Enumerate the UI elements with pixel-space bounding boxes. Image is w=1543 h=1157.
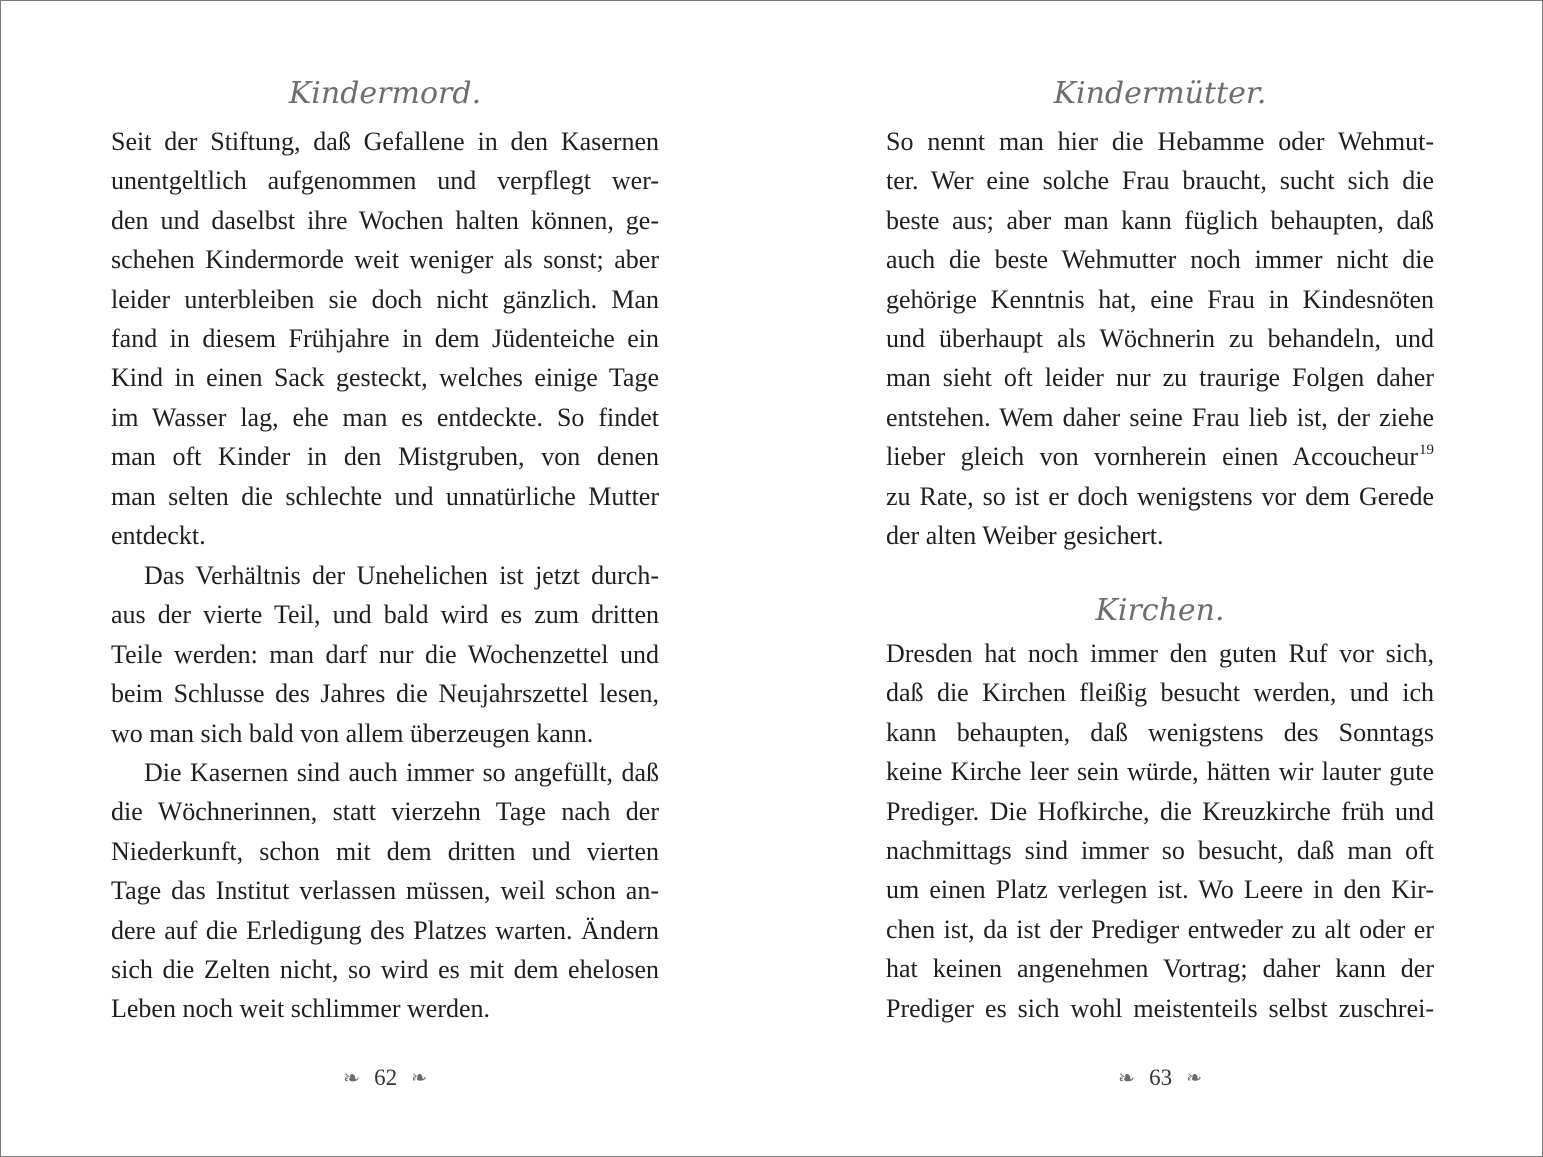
text-line: Niederkunft, schon mit dem dritten und vierten [111, 836, 659, 866]
footnote-reference[interactable]: 19 [1419, 442, 1434, 459]
text-line: beste aus; aber man kann füglich behaupten, daß [886, 205, 1434, 235]
text-line: schehen Kindermorde weit weniger als sonst; aber [111, 245, 659, 275]
page-number-62 [111, 1061, 659, 1095]
text-line: So nennt man hier die Hebamme oder Wehmut- [886, 127, 1434, 156]
text-line: Prediger es sich wohl meistenteils selbst zuschrei- [886, 993, 1434, 1023]
text-line-with-footnote [886, 437, 1434, 476]
section-title-kindermuetter: Kindermütter. [1053, 76, 1267, 111]
text-line: Die Kasernen sind auch immer so angefüllt, daß [144, 758, 659, 787]
text-line: man oft Kinder in den Mistgruben, von denen [111, 442, 659, 472]
left-page [111, 1, 659, 1156]
paragraph-2 [111, 556, 659, 753]
text-line: Seit der Stiftung, daß Gefallene in den Kasernen [111, 127, 659, 156]
text-line: Dresden hat noch immer den guten Ruf vor sich, [886, 639, 1434, 668]
page-number: 62 [374, 1065, 398, 1090]
text-line: Das Verhältnis der Unehelichen ist jetzt durch- [144, 561, 659, 590]
text-line: Prediger. Die Hofkirche, die Kreuzkirche früh und [886, 796, 1434, 826]
right-page [886, 1, 1434, 1156]
page-number: 63 [1149, 1065, 1173, 1090]
fleuron-right-icon: ❧ [411, 1068, 427, 1089]
text-line: wo man sich bald von allem überzeugen kann. [111, 718, 594, 748]
text-line: fand in diesem Frühjahre in dem Jüdenteiche ein [111, 323, 659, 353]
text-line: nachmittags sind immer so besucht, daß man oft [886, 835, 1434, 865]
text-line: aus der vierte Teil, und bald wird es zum dritten [111, 600, 659, 630]
text-line: Kind in einen Sack gesteckt, welches einige Tage [111, 363, 659, 393]
left-page-title: Kindermord. [288, 76, 482, 111]
text-line: sich die Zelten nicht, so wird es mit dem ehelosen [111, 954, 659, 984]
text-line: man selten die schlechte und unnatürliche Mutter [111, 481, 659, 511]
text-line: den und daselbst ihre Wochen halten können, ge- [111, 205, 659, 235]
fleuron-left-icon: ☙ [343, 1068, 361, 1089]
text-line: leider unterbleiben sie doch nicht gänzlich. Man [111, 284, 659, 314]
text-line: zu Rate, so ist er doch wenigstens vor dem Gerede [886, 481, 1434, 511]
text-line: gehörige Kenntnis hat, eine Frau in Kindesnöten [886, 284, 1434, 314]
section-kindermuetter-body [886, 122, 1434, 555]
text-line: die Wöchnerinnen, statt vierzehn Tage nach der [111, 797, 659, 827]
section-kirchen-body [886, 634, 1434, 1028]
page-number-63 [886, 1061, 1434, 1095]
text-line: ter. Wer eine solche Frau braucht, sucht sich die [886, 166, 1434, 196]
text-line: beim Schlusse des Jahres die Neujahrszettel lesen, [111, 679, 659, 709]
text-line: hat keinen angenehmen Vortrag; daher kann der [886, 954, 1434, 984]
section-title-kirchen: Kirchen. [1095, 593, 1225, 628]
fleuron-left-icon: ☙ [1118, 1068, 1136, 1089]
text-line: Teile werden: man darf nur die Wochenzettel und [111, 639, 659, 669]
text-line: daß die Kirchen fleißig besucht werden, und ich [886, 678, 1434, 708]
text-line: man sieht oft leider nur zu traurige Folgen daher [886, 363, 1434, 393]
text-line: und überhaupt als Wöchnerin zu behandeln, und [886, 323, 1434, 353]
text-line: chen ist, da ist der Prediger entweder zu alt oder er [886, 914, 1434, 944]
text-line: Tage das Institut verlassen müssen, weil schon an- [111, 876, 659, 906]
text-line: keine Kirche leer sein würde, hätten wir lauter gute [886, 757, 1434, 787]
text-line: kann behaupten, daß wenigstens des Sonntags [886, 717, 1434, 747]
text-line: entdeckt. [111, 520, 206, 550]
text-line: Leben noch weit schlimmer werden. [111, 994, 491, 1024]
paragraph-1 [111, 122, 659, 555]
text-line: im Wasser lag, ehe man es entdeckte. So findet [111, 402, 659, 432]
paragraph-3 [111, 753, 659, 1029]
text-line: um einen Platz verlegen ist. Wo Leere in den Kir- [886, 875, 1434, 905]
text-line: dere auf die Erledigung des Platzes warten. Ändern [111, 915, 659, 945]
text-line: lieber gleich von vornherein einen Accoucheur [886, 442, 1418, 472]
text-line: der alten Weiber gesichert. [886, 520, 1164, 550]
text-line: unentgeltlich aufgenommen und verpflegt wer- [111, 166, 659, 196]
text-line: auch die beste Wehmutter noch immer nicht die [886, 245, 1434, 275]
text-line: entstehen. Wem daher seine Frau lieb ist, der ziehe [886, 402, 1434, 432]
fleuron-right-icon: ❧ [1186, 1068, 1202, 1089]
